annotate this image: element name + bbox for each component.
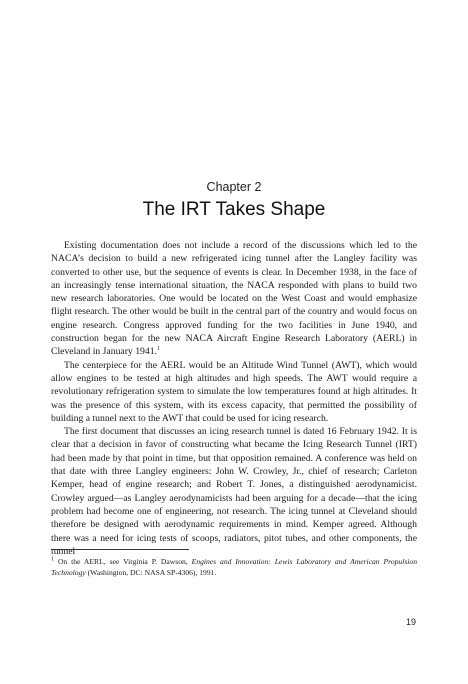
chapter-title: The IRT Takes Shape: [142, 199, 326, 220]
footnote-marker: 1: [51, 556, 54, 563]
paragraph-2: [51, 359, 417, 425]
paragraph-1: [51, 239, 417, 359]
footnote-reference: 1: [157, 346, 160, 353]
footnote-prefix: On the AERL, see Virginia P. Dawson,: [57, 557, 192, 566]
paragraph-1-text: Existing documentation does not include a record of the discussions which led to the NACA’s decision to build a new refrigerated icing tunnel after the Langley facility was converted to other use, but the sequence of events is clear. In December 1938, in the face of an increasingly tense international situation, the NACA responded with plans to build two new research laboratories. One would be located on the West Coast and would emphasize flight research. The other would be built in the central part of the country and would focus on engine research. Congress approved funding for the two facilities in June 1940, and construction began for the new NACA Aircraft Engine Research Laboratory (AERL) in Cleveland in January 1941.: [51, 240, 417, 358]
chapter-label: Chapter 2: [206, 180, 262, 194]
footnote: [51, 556, 417, 579]
footnote-suffix: (Washington, DC: NASA SP-4306), 1991.: [85, 568, 217, 578]
footnote-book-title: Engines and Innovation: Lewis Laboratory and American Propulsion Technology: [51, 557, 417, 578]
body-text: [51, 239, 417, 558]
paragraph-3: [51, 425, 417, 558]
paragraph-2-text: The centerpiece for the AERL would be an Altitude Wind Tunnel (AWT), which would allow engines to be tested at high altitudes and high speeds. The AWT would require a revolutionary refrigeration system to simulate the low temperatures found at high altitudes. It was the presence of this system, with its excess capacity, that permitted the possibility of building a tunnel next to the AWT that could be used for icing research.: [51, 359, 417, 424]
footnote-divider: [51, 549, 189, 550]
page-number: 19: [405, 617, 416, 627]
paragraph-3-text: The first document that discusses an icing research tunnel is dated 16 February 1942. It is clear that a decision in favor of constructing what became the Icing Research Tunnel (IRT) had been made by that point in time, but that opposition remained. A conference was held on that date with three Langley engineers: John W. Crowley, Jr., chief of research; Carleton Kemper, head of engine research; and Robert T. Jones, a distinguished aerodynamicist. Crowley argued—as Langley aerodynamicists had been arguing for a decade—that the icing problem had become one of engineering, not research. The icing tunnel at Cleveland should therefore be designed with aerodynamic requirements in mind. Kemper agreed. Although there was a need for icing tests of scoops, radiators, pitot tubes, and other components, the tunnel: [51, 426, 417, 557]
